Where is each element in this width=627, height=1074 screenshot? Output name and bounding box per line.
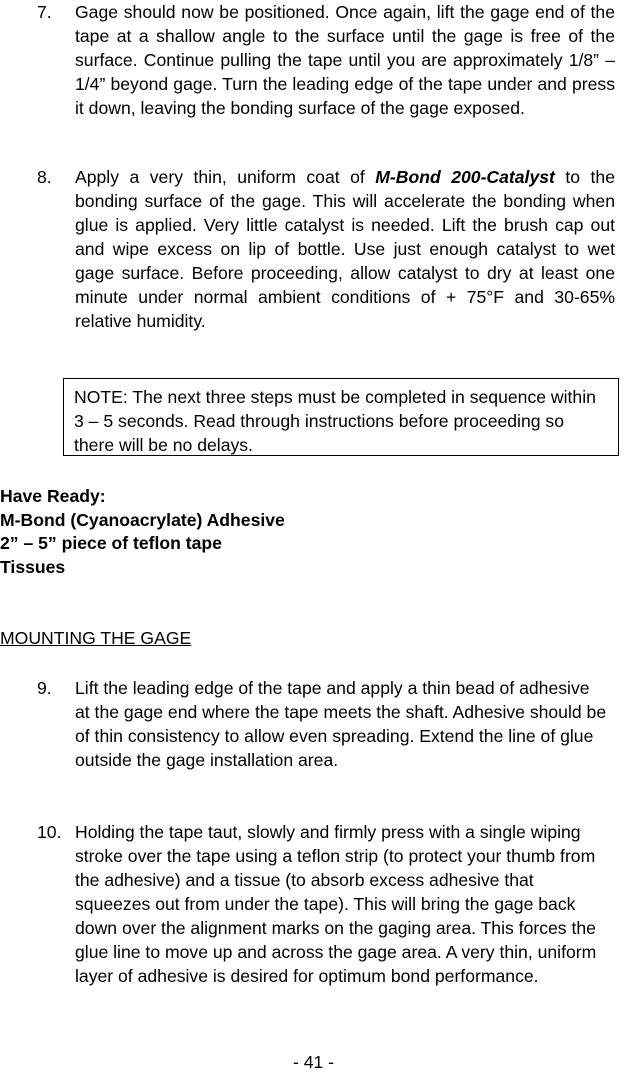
note-box: NOTE: The next three steps must be completed in sequence within 3 – 5 seconds. Read through instructions before proceeding so there will be no delays. [63, 378, 619, 456]
step-number: 8. [37, 167, 52, 187]
step-text [75, 165, 615, 333]
step-text-after: to the bonding surface of the gage. This will accelerate the bonding when glue is applied. Very little catalyst is needed. Lift the brush cap out and wipe excess on lip of bottle. Use just enough catalyst to wet gage surface. Before proceeding, allow catalyst to dry at least one minute under normal ambient conditions of + 75°F and 30-65% relative humidity. [75, 167, 615, 331]
product-name: M-Bond 200-Catalyst [375, 167, 555, 187]
section-heading: MOUNTING THE GAGE [0, 628, 192, 648]
have-ready-item: Tissues [0, 557, 66, 577]
step-number: 10. [37, 822, 62, 842]
have-ready-item: 2” – 5” piece of teflon tape [0, 533, 222, 553]
have-ready-item: M-Bond (Cyanoacrylate) Adhesive [0, 510, 285, 530]
step-text: Lift the leading edge of the tape and apply a thin bead of adhesive at the gage end where the tape meets the shaft. Adhesive should be of thin consistency to allow even spreading. Extend the line of glue outside the gage installation area. [75, 678, 607, 770]
step-text-before: Apply a very thin, uniform coat of [75, 167, 376, 187]
have-ready-title: Have Ready: [0, 486, 106, 506]
step-text: Gage should now be positioned. Once again, lift the gage end of the tape at a shallow angle to the surface until the gage is free of the surface. Continue pulling the tape until you are approximately 1/8” – 1/4” beyond gage. Turn the leading edge of the tape under and press it down, leaving the bonding surface of the gage exposed. [75, 2, 615, 118]
step-number: 9. [37, 678, 52, 698]
step-number: 7. [37, 2, 52, 22]
step-text: Holding the tape taut, slowly and firmly press with a single wiping stroke over the tape using a teflon strip (to protect your thumb from the adhesive) and a tissue (to absorb excess adhesive that squeezes out from under the tape). This will bring the gage back down over the alignment marks on the gaging area. This forces the glue line to move up and across the gage area. A very thin, uniform layer of adhesive is desired for optimum bond performance. [75, 822, 597, 986]
page-number: - 41 - [292, 1052, 335, 1072]
